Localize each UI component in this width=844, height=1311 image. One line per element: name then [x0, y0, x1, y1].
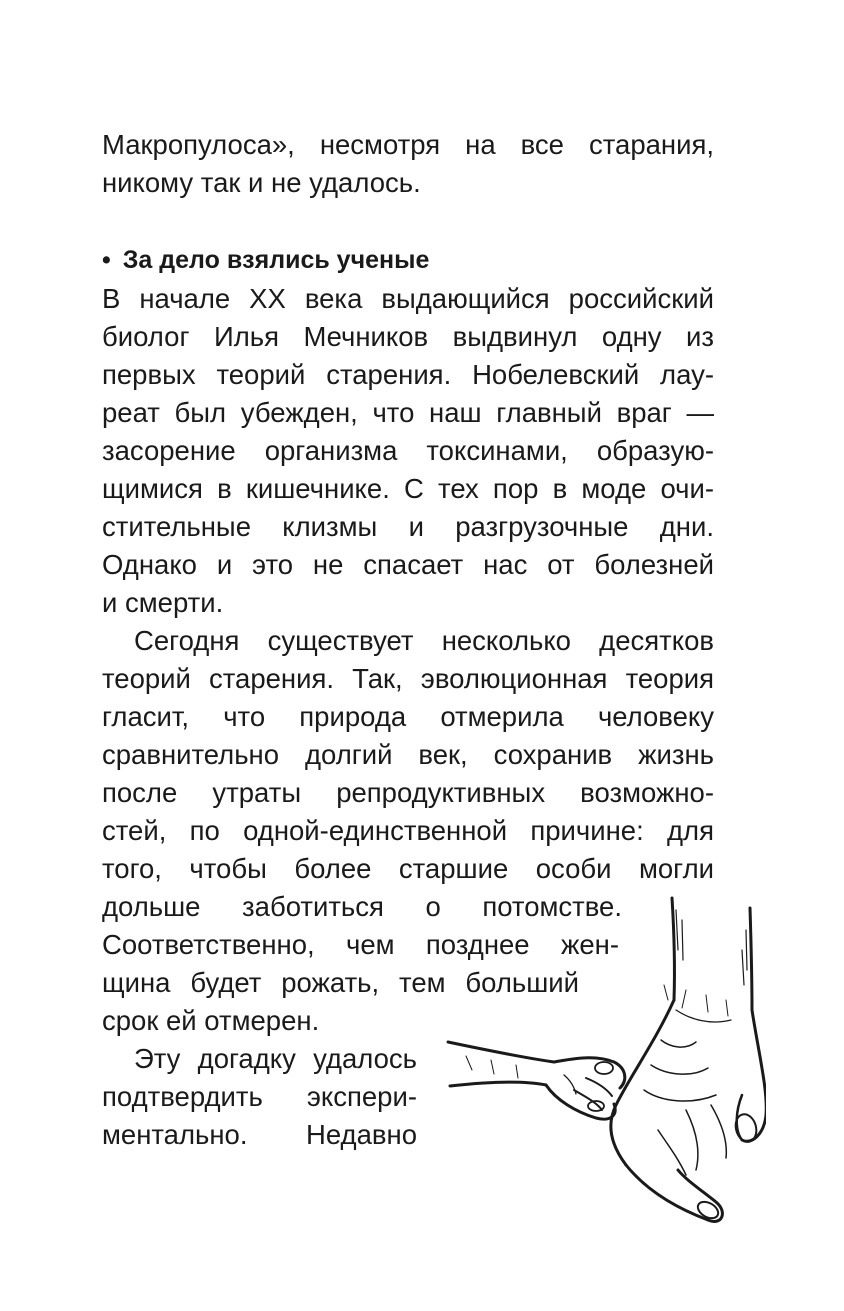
para2-line-10: щина будет рожать, тем больший — [102, 967, 579, 998]
para1-line-5: засорение организма токсинами, образую- — [102, 435, 714, 466]
para1-line-7: стительные клизмы и разгрузочные дни. — [102, 511, 714, 542]
para2-line-5: после утраты репродуктивных возможно- — [102, 777, 714, 808]
para3-line-3: ментально. Недавно — [102, 1119, 417, 1150]
adult-hand-holding-child-hand-icon — [446, 890, 766, 1235]
para3-line-2: подтвердить экспери- — [102, 1081, 417, 1112]
para1-line-8: Однако и это не спасает нас от болезней — [102, 549, 714, 580]
para1-line-9: и смерти. — [102, 587, 224, 618]
para3-line-1: Эту догадку удалось — [134, 1043, 417, 1074]
intro-line-1: Макропулоса», несмотря на все старания, — [102, 129, 714, 160]
para1-line-3: первых теорий старения. Нобелевский лау- — [102, 359, 714, 390]
para2-line-2: теорий старения. Так, эволюционная теория — [102, 663, 714, 694]
para2-line-4: сравнительно долгий век, сохранив жизнь — [102, 739, 714, 770]
bullet-icon: • — [102, 246, 111, 274]
para1-line-1: В начале XX века выдающийся российский — [102, 283, 714, 314]
para2-line-9: Соответственно, чем позднее жен- — [102, 929, 619, 960]
para1-line-2: биолог Илья Мечников выдвинул одну из — [102, 321, 714, 352]
para1-line-4: реат был убежден, что наш главный враг — — [102, 397, 714, 428]
para1-line-6: щимися в кишечнике. С тех пор в моде очи- — [102, 473, 714, 504]
para2-line-6: стей, по одной-единственной причине: для — [102, 815, 714, 846]
section-heading-text: За дело взялись ученые — [122, 246, 430, 274]
para2-line-7: того, чтобы более старшие особи могли — [102, 853, 714, 884]
section-heading — [102, 242, 429, 278]
para2-line-8: дольше заботиться о потомстве. — [102, 891, 622, 922]
para2-line-3: гласит, что природа отмерила человеку — [102, 701, 714, 732]
intro-line-2: никому так и не удалось. — [102, 167, 421, 198]
para2-line-11: срок ей отмерен. — [102, 1005, 320, 1036]
para2-line-1: Сегодня существует несколько десятков — [134, 625, 714, 656]
